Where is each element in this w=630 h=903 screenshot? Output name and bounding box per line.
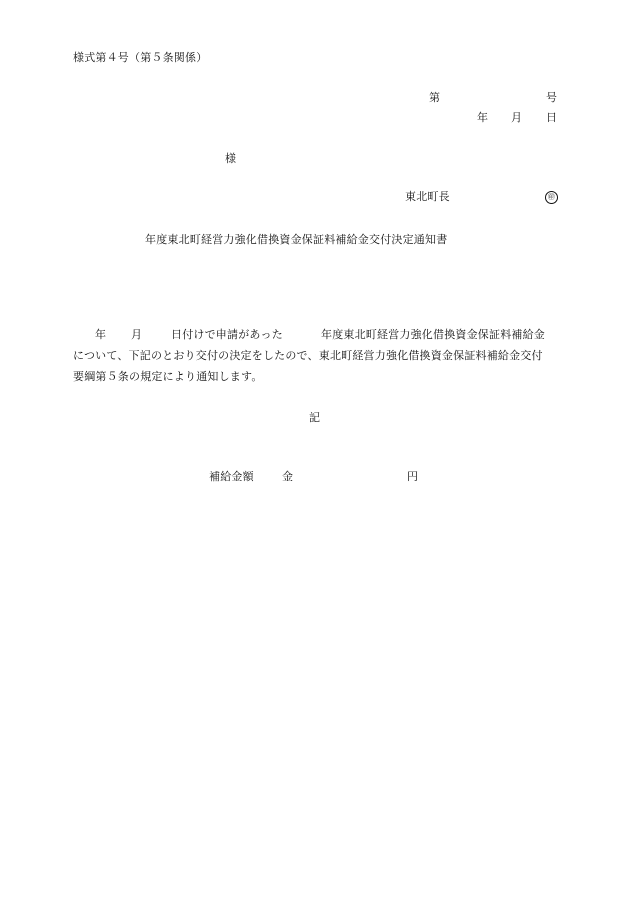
date-day: 日 — [546, 111, 558, 124]
addressee-honorific: 様 — [225, 152, 237, 165]
body-year: 年 — [95, 328, 107, 341]
body-applied-date-text: 日付けで申請があった — [171, 328, 283, 341]
document-title: 年度東北町経営力強化借換資金保証料補給金交付決定通知書 — [145, 233, 448, 246]
document-number-prefix: 第 — [429, 91, 441, 104]
document-number-suffix: 号 — [546, 91, 558, 104]
seal-icon: ㊞ — [545, 191, 558, 204]
body-paragraph — [73, 324, 563, 387]
form-label: 様式第４号（第５条関係） — [73, 51, 208, 64]
seal-mark — [545, 190, 558, 204]
body-fiscal-year-text: 年度東北町経営力強化借換資金保証料補給金 — [321, 328, 545, 341]
issuer-title: 東北町長 — [405, 190, 450, 203]
body-line-1 — [73, 324, 563, 345]
amount-label: 補給金額 — [209, 470, 254, 483]
date-month: 月 — [511, 111, 523, 124]
body-month: 月 — [131, 328, 143, 341]
ki-heading: 記 — [309, 411, 321, 424]
body-line-2: について、下記のとおり交付の決定をしたので、東北町経営力強化借換資金保証料補給金交付 — [73, 349, 543, 362]
amount-unit: 円 — [407, 470, 419, 483]
body-line-3: 要綱第５条の規定により通知します。 — [73, 370, 263, 383]
date-year: 年 — [477, 111, 489, 124]
amount-prefix: 金 — [282, 470, 294, 483]
